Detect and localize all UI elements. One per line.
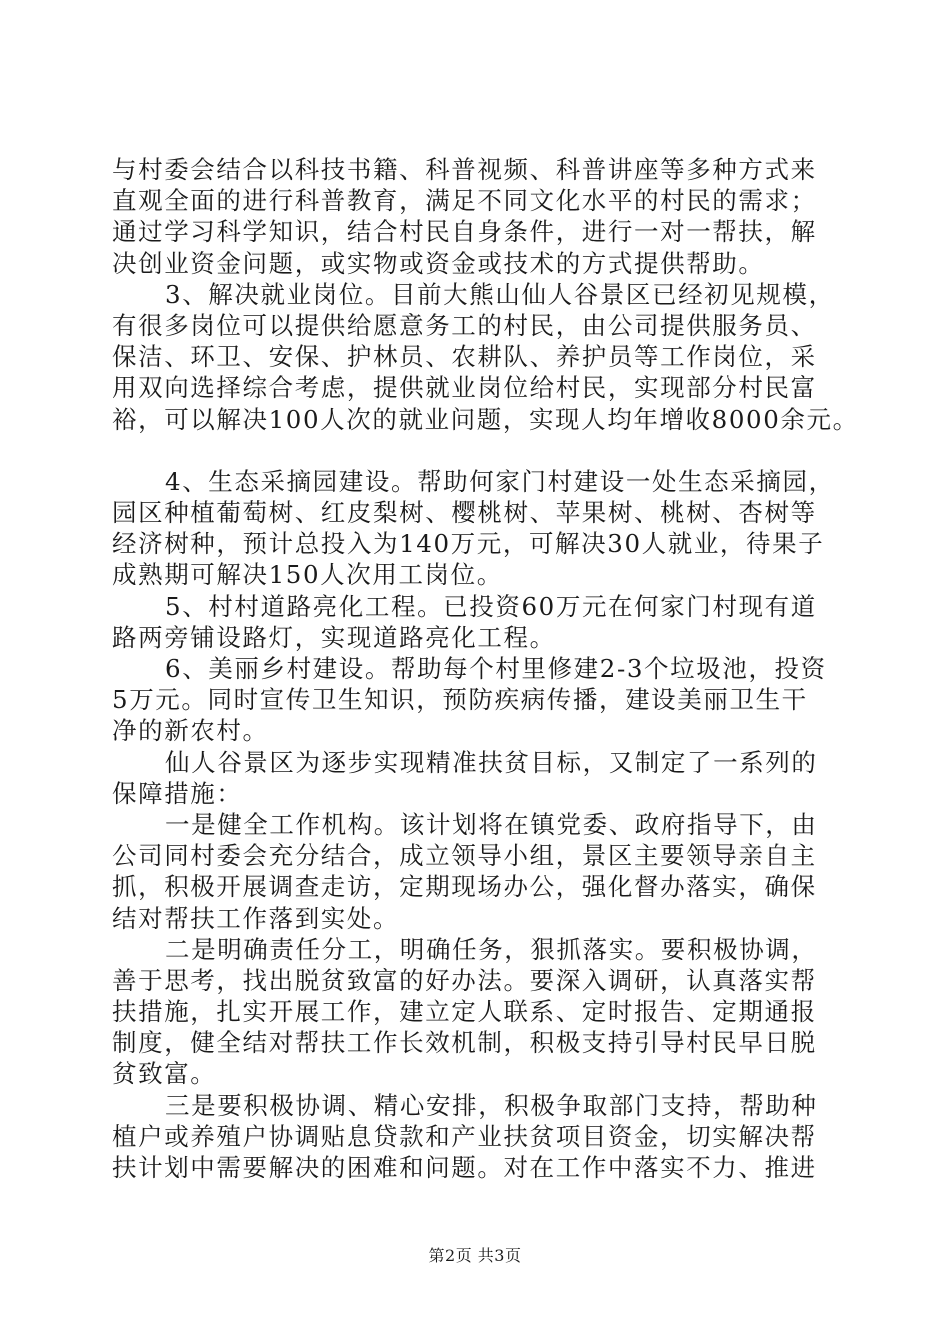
text-line: 公司同村委会充分结合，成立领导小组，景区主要领导亲自主	[112, 841, 817, 871]
text-line: 通过学习科学知识，结合村民自身条件，进行一对一帮扶，解	[112, 217, 817, 247]
text-line: 保洁、环卫、安保、护林员、农耕队、养护员等工作岗位，采	[112, 342, 817, 372]
text-line: 有很多岗位可以提供给愿意务工的村民，由公司提供服务员、	[112, 310, 817, 340]
text-line: 5万元。同时宣传卫生知识，预防疾病传播，建设美丽卫生干	[112, 685, 808, 715]
text-line: 园区种植葡萄树、红皮梨树、樱桃树、苹果树、桃树、杏树等	[112, 498, 817, 528]
text-line: 三是要积极协调、精心安排，积极争取部门支持，帮助种	[165, 1090, 818, 1120]
text-line: 成熟期可解决150人次用工岗位。	[112, 560, 503, 590]
text-line: 路两旁铺设路灯，实现道路亮化工程。	[112, 622, 556, 652]
text-line: 二是明确责任分工，明确任务，狠抓落实。要积极协调，	[165, 934, 818, 964]
text-line: 裕，可以解决100人次的就业问题，实现人均年增收8000余元。	[112, 404, 859, 434]
text-line: 用双向选择综合考虑，提供就业岗位给村民，实现部分村民富	[112, 373, 817, 403]
text-line: 3、解决就业岗位。目前大熊山仙人谷景区已经初见规模，	[165, 279, 835, 309]
text-line: 决创业资金问题，或实物或资金或技术的方式提供帮助。	[112, 248, 765, 278]
text-line: 仙人谷景区为逐步实现精准扶贫目标，又制定了一系列的	[165, 747, 818, 777]
text-line: 善于思考，找出脱贫致富的好办法。要深入调研，认真落实帮	[112, 965, 817, 995]
page-footer: 第2页 共3页	[428, 1246, 522, 1265]
text-line: 净的新农村。	[112, 716, 269, 746]
text-line: 直观全面的进行科普教育，满足不同文化水平的村民的需求；	[112, 186, 817, 216]
text-line: 植户或养殖户协调贴息贷款和产业扶贫项目资金，切实解决帮	[112, 1121, 817, 1151]
text-line: 4、生态采摘园建设。帮助何家门村建设一处生态采摘园，	[165, 466, 835, 496]
text-line: 抓，积极开展调查走访，定期现场办公，强化督办落实，确保	[112, 872, 817, 902]
document-body	[112, 154, 859, 1183]
text-line: 经济树种，预计总投入为140万元，可解决30人就业，待果子	[112, 529, 825, 559]
text-line: 扶计划中需要解决的困难和问题。对在工作中落实不力、推进	[112, 1153, 817, 1182]
text-line: 与村委会结合以科技书籍、科普视频、科普讲座等多种方式来	[112, 155, 817, 184]
text-line: 扶措施，扎实开展工作，建立定人联系、定时报告、定期通报	[112, 997, 817, 1027]
text-line: 一是健全工作机构。该计划将在镇党委、政府指导下，由	[165, 809, 818, 839]
paragraph-gap	[112, 435, 852, 466]
text-line: 贫致富。	[112, 1059, 217, 1089]
text-line: 保障措施：	[112, 778, 243, 808]
text-line: 5、村村道路亮化工程。已投资60万元在何家门村现有道	[165, 591, 817, 621]
text-line: 制度，健全结对帮扶工作长效机制，积极支持引导村民早日脱	[112, 1028, 817, 1058]
text-line: 6、美丽乡村建设。帮助每个村里修建2-3个垃圾池，投资	[165, 654, 827, 683]
text-line: 结对帮扶工作落到实处。	[112, 903, 400, 933]
